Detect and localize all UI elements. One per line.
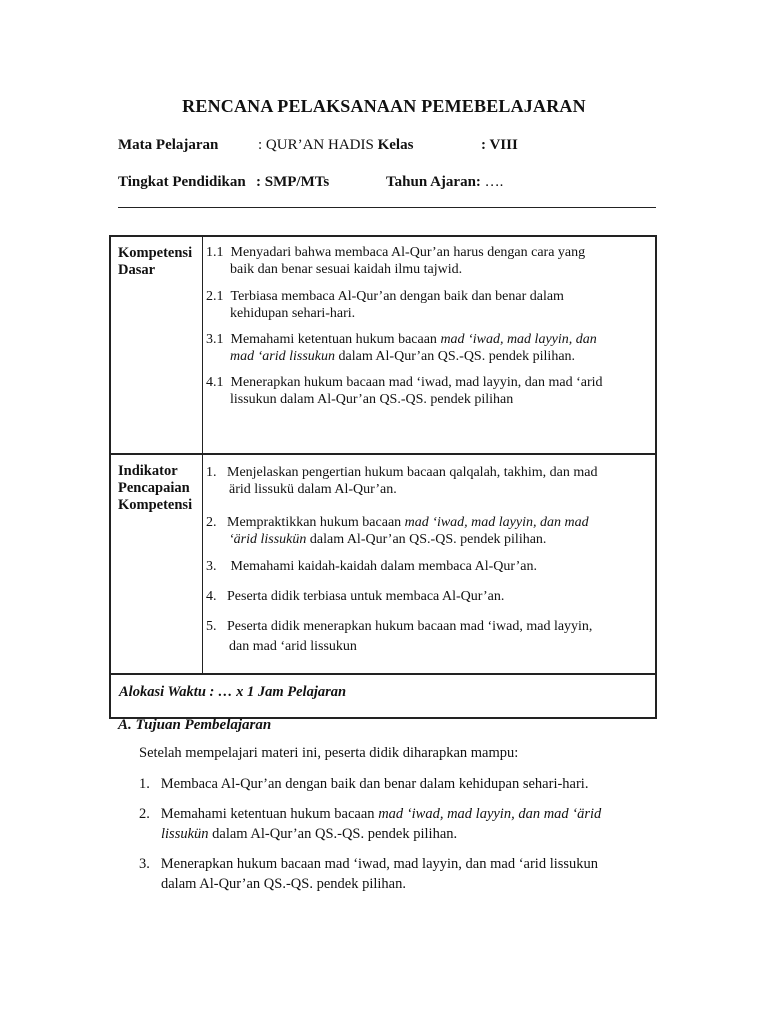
- tujuan-intro: Setelah mempelajari materi ini, peserta didik diharapkan mampu:: [139, 745, 519, 761]
- indikator-box: [109, 453, 657, 675]
- document-title: RENCANA PELAKSANAAN PEMEBELAJARAN: [182, 96, 586, 116]
- mata-pelajaran-label: Mata Pelajaran: [118, 137, 219, 153]
- kelas-label: Kelas: [377, 137, 414, 153]
- kompetensi-dasar-label: Kompetensi Dasar: [111, 237, 203, 453]
- indikator-item: 3. Memahami kaidah-kaidah dalam membaca Al-Qur’an.: [206, 559, 537, 574]
- tujuan-item: 3. Menerapkan hukum bacaan mad ‘iwad, mad layyin, dan mad ‘arid lissukun dalam Al-Qur’an QS.-QS. pendek pilihan.: [139, 856, 599, 892]
- indikator-item: 4. Peserta didik terbiasa untuk membaca Al-Qur’an.: [206, 589, 505, 604]
- tujuan-heading: A. Tujuan Pembelajaran: [118, 717, 272, 733]
- tujuan-item: 1. Membaca Al-Qur’an dengan baik dan benar dalam kehidupan sehari-hari.: [139, 776, 589, 792]
- tujuan-item: 2. Memahami ketentuan hukum bacaan mad ‘iwad, mad layyin, dan mad ‘ärid lissukün dalam Al-Qur’an QS.-QS. pendek pilihan.: [139, 806, 602, 842]
- indikator-item: 1. Menjelaskan pengertian hukum bacaan qalqalah, takhim, dan mad ärid lissukü dalam Al-Qur’an.: [206, 465, 598, 497]
- indikator-item: 5. Peserta didik menerapkan hukum bacaan mad ‘iwad, mad layyin, dan mad ‘arid lissukun: [206, 619, 593, 654]
- kompetensi-item: 4.1 Menerapkan hukum bacaan mad ‘iwad, mad layyin, dan mad ‘arid lissukun dalam Al-Qur’an QS.-QS. pendek pilihan: [206, 375, 603, 407]
- alokasi-waktu: Alokasi Waktu : … x 1 Jam Pelajaran: [109, 673, 657, 719]
- indikator-label: Indikator Pencapaian Kompetensi: [111, 455, 203, 673]
- mata-pelajaran-value: : QUR’AN HADIS Kelas: [258, 137, 414, 153]
- tingkat-label: Tingkat Pendidikan: [118, 174, 246, 190]
- tingkat-value: : SMP/MTs: [256, 174, 330, 190]
- indikator-item: 2. Mempraktikkan hukum bacaan mad ‘iwad, mad layyin, dan mad ‘ärid lissukün dalam Al-Qur’an QS.-QS. pendek pilihan.: [206, 515, 589, 547]
- kompetensi-item: 3.1 Memahami ketentuan hukum bacaan mad ‘iwad, mad layyin, dan mad ‘arid lissukun dalam Al-Qur’an QS.-QS. pendek pilihan.: [206, 332, 597, 364]
- tahun-ajaran: Tahun Ajaran: ….: [386, 174, 504, 190]
- header-divider: [118, 207, 656, 208]
- kelas-value: : VIII: [481, 137, 518, 153]
- kompetensi-dasar-box: [109, 235, 657, 455]
- kompetensi-item: 1.1 Menyadari bahwa membaca Al-Qur’an harus dengan cara yang baik dan benar sesuai kaidah ilmu tajwid.: [206, 245, 586, 277]
- kompetensi-item: 2.1 Terbiasa membaca Al-Qur’an dengan baik dan benar dalam kehidupan sehari-hari.: [206, 289, 564, 321]
